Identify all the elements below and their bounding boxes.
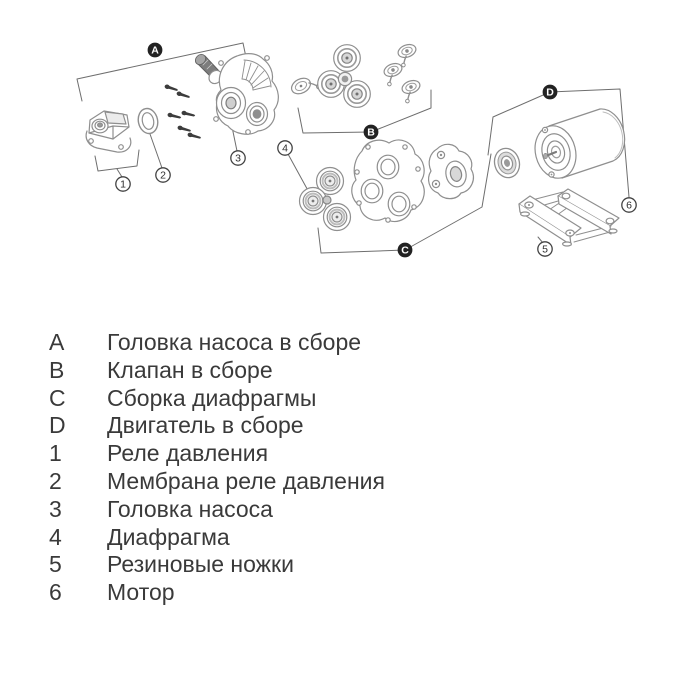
legend-key: C [49, 384, 66, 411]
leader-line-2 [150, 134, 162, 168]
svg-text:4: 4 [282, 142, 288, 155]
legend-key: 1 [49, 440, 62, 467]
legend-row [49, 524, 649, 552]
legend-row [49, 496, 649, 524]
legend-label: Головка насоса в сборе [107, 329, 362, 355]
svg-text:B: B [367, 126, 375, 139]
svg-text:3: 3 [235, 152, 241, 165]
legend-key: 4 [49, 523, 62, 550]
legend-label: Сборка диафрагмы [107, 384, 317, 411]
pressure-switch-membrane-drawing [136, 107, 160, 136]
legend-row [49, 440, 649, 468]
legend-row [49, 468, 649, 496]
pump-head-drawing [193, 52, 278, 134]
umbrella-valve-icon [289, 75, 313, 97]
foot-bracket-drawing [519, 189, 619, 246]
pressure-switch-drawing [86, 111, 131, 152]
marker-B [364, 125, 379, 140]
svg-text:A: A [151, 44, 159, 57]
valve-assembly-drawing [289, 42, 424, 107]
legend-key: D [49, 412, 66, 439]
parts-legend [49, 329, 649, 607]
marker-1 [116, 177, 130, 191]
svg-text:C: C [401, 244, 409, 257]
legend-row [49, 385, 649, 413]
legend-label: Реле давления [107, 440, 269, 467]
marker-4 [278, 141, 292, 155]
svg-text:5: 5 [542, 243, 548, 256]
legend-key: A [49, 329, 65, 355]
legend-label: Резиновые ножки [107, 551, 294, 578]
diaphragm-drawing [300, 168, 351, 231]
umbrella-valve-icon [396, 42, 421, 67]
legend-label: Головка насоса [107, 495, 273, 522]
screws-drawing [164, 84, 202, 140]
marker-5 [538, 242, 552, 256]
svg-text:6: 6 [626, 199, 632, 212]
legend-label: Диафрагма [107, 523, 230, 550]
legend-label: Клапан в сборе [107, 356, 273, 383]
legend-label: Мембрана реле давления [107, 467, 385, 494]
marker-6 [622, 198, 636, 212]
bracket-line-1 [95, 150, 139, 177]
svg-text:1: 1 [120, 178, 126, 191]
svg-text:D: D [546, 86, 554, 99]
legend-key: 6 [49, 579, 62, 606]
legend-key: B [49, 356, 65, 383]
marker-A [148, 43, 163, 58]
marker-D [543, 85, 558, 100]
legend-key: 3 [49, 495, 62, 522]
legend-key: 2 [49, 467, 62, 494]
legend-label: Двигатель в сборе [107, 412, 304, 439]
legend-row [49, 579, 649, 607]
legend-row [49, 551, 649, 579]
legend-row [49, 412, 649, 440]
legend-row [49, 357, 649, 385]
marker-2 [156, 168, 170, 182]
svg-text:2: 2 [160, 169, 166, 182]
marker-3 [231, 151, 245, 165]
marker-C [398, 243, 413, 258]
diaphragm-plate-drawing [352, 140, 424, 222]
legend-key: 5 [49, 551, 62, 578]
legend-label: Мотор [107, 579, 175, 606]
motor-drawing [530, 109, 625, 183]
exploded-diagram [0, 0, 700, 320]
umbrella-valve-icon [400, 78, 425, 103]
wobble-plate-drawing [429, 144, 474, 198]
legend-row [49, 329, 649, 357]
bearing-drawing [491, 145, 523, 180]
